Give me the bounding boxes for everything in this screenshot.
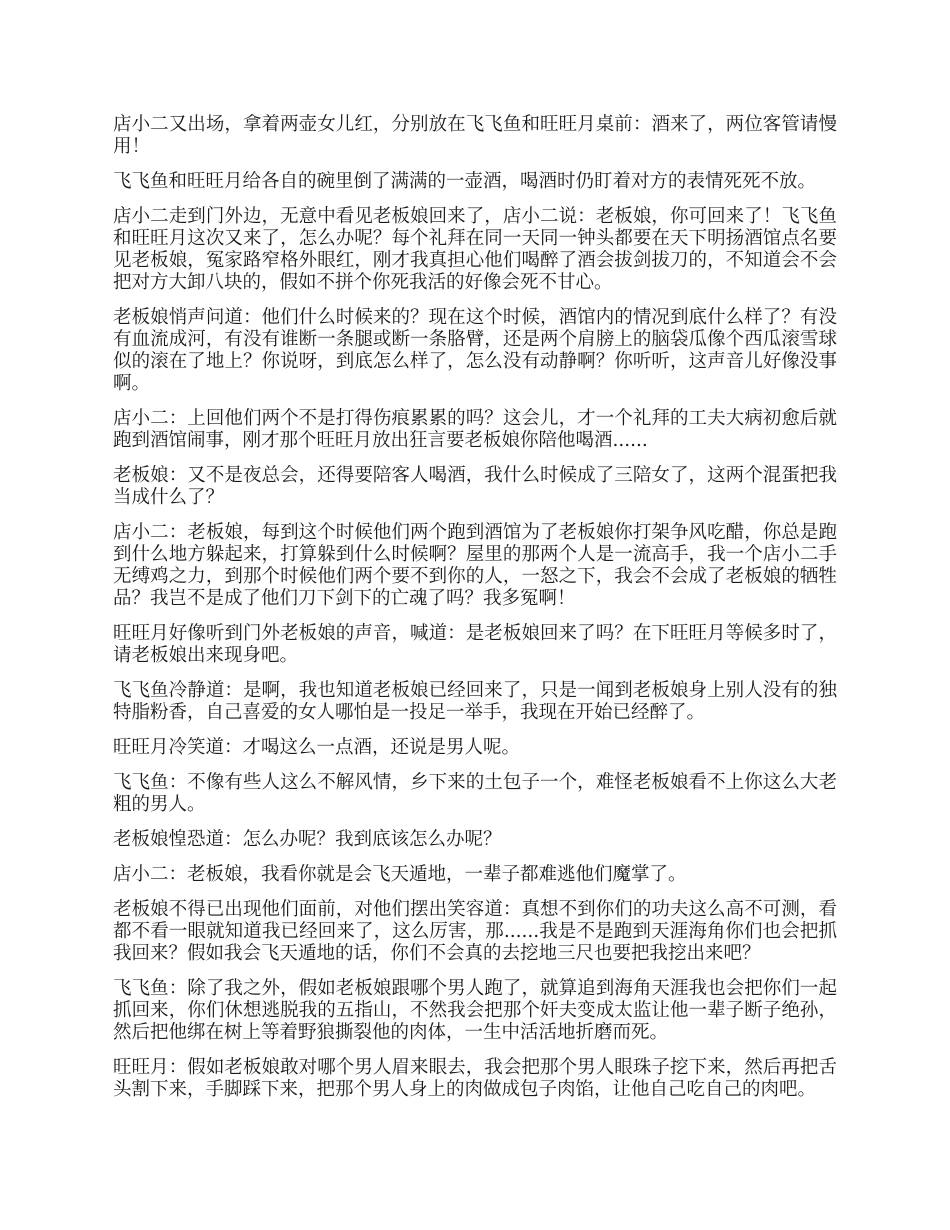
paragraph: 飞飞鱼：不像有些人这么不解风情，乡下来的土包子一个，难怪老板娘看不上你这么大老粗的男人。 xyxy=(113,772,837,815)
paragraph: 老板娘不得已出现他们面前，对他们摆出笑容道：真想不到你们的功夫这么高不可测，看都不看一眼就知道我已经回来了，这么厉害，那......我是不是跑到天涯海角你们也会把抓我回来？假如我会飞天遁地的话，你们不会真的去挖地三尺也要把我挖出来吧？ xyxy=(113,899,837,964)
paragraph: 老板娘悄声问道：他们什么时候来的？现在这个时候，酒馆内的情况到底什么样了？有没有血流成河，有没有谁断一条腿或断一条胳臂，还是两个肩膀上的脑袋瓜像个西瓜滚雪球似的滚在了地上？你说呀，到底怎么样了，怎么没有动静啊？你听听，这声音儿好像没事啊。 xyxy=(113,307,837,394)
paragraph: 店小二走到门外边，无意中看见老板娘回来了，店小二说：老板娘，你可回来了！飞飞鱼和旺旺月这次又来了，怎么办呢？每个礼拜在同一天同一钟头都要在天下明扬酒馆点名要见老板娘，冤家路窄格外眼红，刚才我真担心他们喝醉了酒会拔剑拔刀的，不知道会不会把对方大卸八块的，假如不拼个你死我活的好像会死不甘心。 xyxy=(113,206,837,293)
paragraph: 旺旺月：假如老板娘敢对哪个男人眉来眼去，我会把那个男人眼珠子挖下来，然后再把舌头割下来，手脚踩下来，把那个男人身上的肉做成包子肉馅，让他自己吃自己的肉吧。 xyxy=(113,1057,837,1100)
paragraph: 老板娘：又不是夜总会，还得要陪客人喝酒，我什么时候成了三陪女了，这两个混蛋把我当成什么了？ xyxy=(113,465,837,508)
document-page xyxy=(113,114,837,1101)
paragraph: 飞飞鱼：除了我之外，假如老板娘跟哪个男人跑了，就算追到海角天涯我也会把你们一起抓回来，你们休想逃脱我的五指山，不然我会把那个奸夫变成太监让他一辈子断子绝孙，然后把他绑在树上等着野狼撕裂他的肉体，一生中活活地折磨而死。 xyxy=(113,978,837,1043)
paragraph: 店小二：老板娘，每到这个时候他们两个跑到酒馆为了老板娘你打架争风吃醋，你总是跑到什么地方躲起来，打算躲到什么时候啊？屋里的那两个人是一流高手，我一个店小二手无缚鸡之力，到那个时候他们两个要不到你的人，一怒之下，我会不会成了老板娘的牺牲品？我岂不是成了他们刀下剑下的亡魂了吗？我多冤啊！ xyxy=(113,522,837,609)
paragraph: 旺旺月好像听到门外老板娘的声音，喊道：是老板娘回来了吗？在下旺旺月等候多时了，请老板娘出来现身吧。 xyxy=(113,623,837,666)
paragraph: 飞飞鱼和旺旺月给各自的碗里倒了满满的一壶酒，喝酒时仍盯着对方的表情死死不放。 xyxy=(113,171,817,192)
paragraph: 老板娘惶恐道：怎么办呢？我到底该怎么办呢？ xyxy=(113,829,502,850)
paragraph: 店小二又出场，拿着两壶女儿红，分别放在飞飞鱼和旺旺月桌前：酒来了，两位客管请慢用！ xyxy=(113,114,837,157)
paragraph: 旺旺月冷笑道：才喝这么一点酒，还说是男人呢。 xyxy=(113,737,521,758)
paragraph: 店小二：上回他们两个不是打得伤痕累累的吗？这会儿，才一个礼拜的工夫大病初愈后就跑到酒馆闹事，刚才那个旺旺月放出狂言要老板娘你陪他喝酒...... xyxy=(113,408,837,451)
paragraph: 飞飞鱼冷静道：是啊，我也知道老板娘已经回来了，只是一闻到老板娘身上别人没有的独特脂粉香，自己喜爱的女人哪怕是一投足一举手，我现在开始已经醉了。 xyxy=(113,680,837,723)
paragraph: 店小二：老板娘，我看你就是会飞天遁地，一辈子都难逃他们魔掌了。 xyxy=(113,864,687,885)
